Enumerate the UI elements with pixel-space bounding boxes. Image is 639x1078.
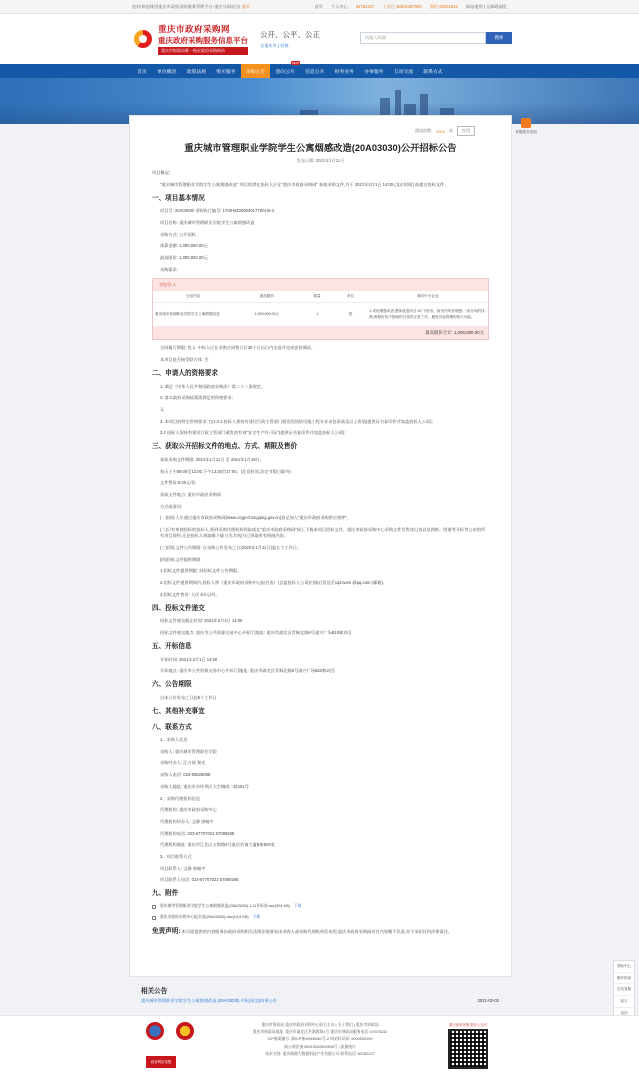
float-guide[interactable]: 操作指南 [614, 973, 634, 985]
hotline-2: 预约 66231622 [429, 3, 458, 9]
nav-item[interactable] [132, 64, 152, 78]
contact-item: 采购人地址: 重庆市沙坪坝区大学城南二路151号 [160, 783, 249, 789]
download-link[interactable]: 下载 [293, 903, 302, 908]
footer-info [240, 1022, 400, 1058]
table-header: 面向中小企业 [367, 291, 488, 303]
notice-body [152, 170, 489, 937]
attachment-row [152, 904, 489, 910]
nav-item[interactable] [359, 64, 389, 78]
service-guide-icon [521, 118, 531, 128]
nav-item-label: 政策法规 [186, 69, 206, 75]
nav-item[interactable] [182, 64, 212, 78]
related-notices [141, 985, 499, 1004]
nav-item[interactable] [270, 61, 300, 78]
joint-venture: 本项目是否接受联合体: 否 [160, 356, 209, 362]
float-help[interactable]: 帮助中心 [614, 961, 634, 973]
overview-label: 项目概况: [152, 170, 170, 175]
nav-item[interactable] [418, 64, 448, 78]
home-link[interactable]: 首页 [314, 3, 323, 9]
requirements-table [153, 291, 488, 327]
doc-method-item: 2.招标文件提供期间内,投标人将《重庆市政府采购中心报名表》(含盖投标人公章)扫描后发送至cqzcwen @qq.com (邮箱)。 [160, 579, 387, 585]
views-count: 2500 [436, 128, 445, 134]
logo-title: 重庆市政府采购网 [158, 24, 231, 34]
table-header: 最高限价 [233, 291, 300, 303]
site-header [0, 14, 639, 64]
nav-item[interactable] [389, 64, 419, 78]
bid-deadline: 投标文件递交截止时间: 2021年2月1日 14:00 [160, 618, 243, 624]
max-price: 最高限价: 1,000,000.00元 [160, 255, 208, 261]
nav-item[interactable] [211, 64, 241, 78]
table-cell: 批 [334, 303, 368, 326]
section-heading: 三、获取公开招标文件的地点、方式、期限及售价 [152, 443, 298, 451]
top-bar [0, 0, 639, 14]
site-links[interactable]: 网站地图 | 无障碍浏览 [465, 3, 507, 9]
disclaimer-text: 本页面提供的内容服务由政府采购相关法律法规要求由采购人或采购代理机构发布的,重庆市政府采购网对其内容概不负责,亦不承担任何法律责任。 [181, 928, 453, 934]
region-switch[interactable]: 全重庆市 | 切换 [260, 43, 289, 48]
gov-badge-icon[interactable] [146, 1022, 164, 1040]
region-link[interactable]: 重庆 [241, 3, 250, 9]
footer-badges [146, 1022, 194, 1040]
nav-item-label: 首页 [137, 69, 147, 75]
site-footer [0, 1015, 639, 1078]
float-back[interactable]: 返回 [614, 1008, 634, 1020]
notice-period: 自本公告发布之日起5个工作日 [160, 694, 217, 700]
project-name: 项目名称: 重庆城市管理职业学院学生公寓烟感改造 [160, 220, 255, 226]
notice-card [129, 115, 512, 977]
search-button[interactable]: 搜索 [486, 32, 512, 44]
print-button[interactable]: 打印 [457, 126, 475, 136]
purchase-method: 采购方式: 公开招标 [160, 231, 196, 237]
welcome-text: 您好!欢迎使用重庆市政府采购服务管理平台-重庆分网站点! 重庆 [132, 3, 250, 9]
table-header: 数量 [300, 291, 334, 303]
nav-item-label: 购买服务 [216, 69, 236, 75]
service-guide-label: 采购服务说明 [515, 130, 537, 134]
page-title: 重庆城市管理职业学院学生公寓烟感改造(20A03030)公开招标公告 [184, 143, 457, 153]
nav-item[interactable] [300, 64, 330, 78]
opening-time: 开标时间: 2021年2月1日 14:00 [160, 656, 218, 662]
doc-price: 文件售价:0.00元/份 [160, 480, 196, 486]
footer-line: 渝公网安备 50019002501906号 | 流量统计 [284, 1044, 356, 1049]
qr-title: 重庆政府采购 微信公众号 [448, 1023, 488, 1027]
logo-icon [132, 28, 154, 50]
nav-item-label: 单位概况 [157, 69, 177, 75]
related-title: 相关公告 [141, 988, 168, 995]
qualification-item: 3.2 投标人须持有建设行政主管部门颁发的有效"安全生产许可证"(提供证书复印件并加盖投标人公章); [160, 430, 346, 436]
table-cell: 1,000,000.00元 [233, 303, 300, 326]
package-number: 分包号: 1 [153, 279, 488, 291]
section-heading: 八、联系方式 [152, 723, 192, 731]
police-badge-icon[interactable] [176, 1022, 194, 1040]
main-nav [0, 61, 639, 78]
budget-amount: 预算金额: 1,000,000.00元 [160, 243, 208, 249]
nav-item-label: 办事服务 [364, 69, 384, 75]
related-link[interactable]: 重庆城市管理职业学院学生公寓烟感改造 (20A03030) 中标(成交)结果公告 [141, 998, 277, 1003]
attachment-name: 重庆城市管理职业学院学生公寓烟感改造(20A03030) 1.11开标前.doc(304 KB) [160, 903, 290, 908]
table-cell: 1 [300, 303, 334, 326]
doc-method-label: 方式或事项: [160, 503, 183, 509]
disclaimer-label: 免责声明: [152, 927, 181, 935]
views-unit: 次 [449, 128, 453, 133]
table-header: 单位 [334, 291, 368, 303]
contact-item: 代理机构地址: 重庆市江北区五简路2号重庆咨询大厦B座503室 [160, 842, 275, 848]
nav-item-label: 联系方式 [423, 69, 443, 75]
related-date: 2021-02-02 [477, 998, 499, 1003]
contact-item: 采购人电话: 023-65626068 [160, 772, 211, 778]
doc-method-item: (三)招标文件公告期限: 自采购公告发布之日(2020年1月11日)起五个工作日。 [160, 544, 302, 550]
footer-line: 技术支持: 重庆瑞鼎大数据科技产业有限公司 联系电话: 63762227 [265, 1051, 375, 1056]
contact-item: 2、采购代理机构信息 [160, 795, 201, 801]
nav-item-label: 意向公开 [275, 69, 295, 75]
logo-tagline: 重庆市财政局唯一指定政府采购网站 [158, 47, 248, 55]
new-badge: NEW [291, 61, 299, 65]
service-guide-widget[interactable] [515, 118, 537, 135]
nav-item-label: 财务业务 [334, 69, 354, 75]
contact-item: 项目联系人电话: 023-67707022 67089268 [160, 877, 239, 883]
qualification-item: 1. 满足《中华人民共和国政府采购法》第二十二条规定。 [160, 383, 266, 389]
qr-code-icon [448, 1029, 488, 1069]
nav-item-label: 采购公告 [245, 69, 266, 75]
contact-item: 3、项目联系方式 [160, 853, 192, 859]
slogan [260, 29, 320, 49]
doc-method-item: (四)招标文件提供期限 [160, 556, 201, 562]
hotline-1: 工作日 18516187605 [382, 3, 422, 9]
search-input[interactable]: 请输入标题 [360, 32, 486, 44]
site-error-report-button[interactable]: 政府网站找错 [146, 1056, 176, 1068]
contact-item: 采购经办人: 汪万福 黎光 [160, 760, 206, 766]
bid-location: 投标文件递交地点: 重庆市公共资源交易中心开标厅(地址: 重庆市渝北区青枫北路6号渝兴广场B10栋2层) [160, 629, 352, 635]
section-heading: 四、投标文件递交 [152, 604, 205, 612]
footer-qr [446, 1022, 490, 1069]
nav-item[interactable] [241, 64, 271, 78]
phone-number: 63762227 [355, 3, 375, 9]
doc-method-item: (一)投标人应通过重庆市政府采购网(www.ccgp-chongqing.gov.cn)登记加入"重庆市政府采购供应商库"。 [160, 515, 352, 521]
doc-period: 获取采购文件期限: 2021年1月11日 至 2021年1月18日, [160, 456, 261, 462]
table-row [153, 303, 488, 326]
list-item [141, 998, 499, 1004]
section-heading: 一、项目基本情况 [152, 194, 205, 202]
contract-period: 合同履行期限: 包 1, 中标人应在采购合同签订后30个日历日内交货并完成安装调试。 [160, 345, 316, 351]
table-cell: 1.采用烟感或者,整体改造所含 20 个宿舍。宿舍内所有烟感,一条分均的线路,维修好管不影响的日常的正常工作。避免引起管理的报火可能。 [367, 303, 488, 326]
requirements-label: 采购需求: [160, 266, 178, 272]
paperclip-icon [152, 916, 156, 920]
site-logo[interactable] [132, 23, 248, 55]
qualification-item: 2. 落实政府采购政策需满足的资格要求: [160, 395, 233, 401]
search-box [360, 32, 512, 44]
requirements-table-box [152, 278, 489, 340]
contact-item: 代理机构经办人: 文静 唐畅宇 [160, 818, 214, 824]
doc-hours: 每天上午09:00至12:00,下午13:30至17:00。(北京时间,法定节假日除外) [160, 468, 291, 474]
contact-item: 代理机构电话: 023-67707022 67089268 [160, 830, 235, 836]
nav-item-label: 互动交流 [393, 69, 413, 75]
paperclip-icon [152, 905, 156, 909]
qualification-item: 3. 本项目的特定资格要求: 包1:3.1 投标人须持有建设行政主管部门颁发的消防设施工程专业承包资质及以上资质(提供证书复印件并加盖投标人公章); [160, 418, 433, 424]
contact-item: 项目联系人: 文静 唐畅宇 [160, 865, 206, 871]
doc-location: 获取文件地点: 重庆市政府采购网 [160, 492, 221, 498]
float-message[interactable]: 留言 [614, 996, 634, 1008]
contact-item: 代理机构: 重庆市政府采购中心 [160, 807, 217, 813]
contact-item: 1、采购人信息 [160, 737, 188, 743]
table-cell: 重庆城市管理职业学院学生公寓烟感改造 [153, 303, 233, 326]
footer-line: 重庆市财政局 重庆市政府采购中心联合主办 | 关于我们 | 重庆市财政局 [261, 1023, 379, 1027]
personal-center-link[interactable]: 个人中心 [330, 3, 348, 9]
section-heading: 六、公告期限 [152, 681, 192, 689]
section-heading: 七、其他补充事宜 [152, 708, 205, 715]
section-heading: 九、附件 [152, 890, 179, 898]
doc-method-item: 1.招标文件提供期限: 同招标文件公告期限。 [160, 568, 242, 574]
opening-location: 开标地点: 重庆市公共资源交易中心开标厅(地址: 重庆市渝北区青枫北路6号渝兴广场B10栋2层) [160, 668, 335, 674]
section-heading: 二、申请人的资格要求 [152, 370, 218, 378]
overview-text: "重庆城市管理职业学院学生公寓烟感改造" 项目的潜在投标人应在"重庆市政府采购网" 获取采购文件,并于 2021年2月1日 14:00 (北京时间) 前提交投标文件。 [160, 181, 449, 187]
logo-subtitle: 重庆政府采购服务信息平台 [158, 36, 248, 45]
project-number: 项目号: 20A03030 采购执行编号: 1708-BZ2000401779AHS-2 [160, 208, 275, 214]
attachment-row [152, 915, 489, 921]
publish-date: 发布日期: 2021年1月11日 [296, 158, 345, 163]
section-heading: 五、开标信息 [152, 643, 192, 651]
qualification-item: 无 [160, 406, 165, 412]
slogan-text: 公开、公平、公正 [260, 30, 320, 39]
nav-item[interactable] [152, 64, 182, 78]
read-meta [415, 126, 475, 136]
footer-line: 重庆市财政局地址: 重庆市渝北区洪湖西路1号 重庆市财政局服务电话: 67575232 [252, 1030, 388, 1035]
disclaimer [152, 927, 489, 937]
doc-method-item: 3.招标文件售价: 人民币0元/份。 [160, 591, 220, 597]
footer-line: ICP备案编号: 渝ICP备19008961号-2 网站标识码: 5000000100 [267, 1037, 373, 1042]
doc-method-item: (二)只有单独投标的投标人,须到采购代理机构领取或在"重庆市政府采购网"网上下载本项目招标文件。重庆市政府采购中心采购文件发售登记表以及图纸、图册等开标等公布的所有项目资料,无论投标人领取哪下载与否,均视为已领取所有图纸内容。 [160, 527, 486, 539]
float-service[interactable]: 在线客服 [614, 984, 634, 996]
table-header: 分包内容 [153, 291, 233, 303]
attachment-name: 重庆市政府采购中心报名表(20A03030).doc(14.5 KB) [160, 915, 249, 920]
nav-item[interactable] [329, 64, 359, 78]
download-link[interactable]: 下载 [252, 915, 261, 920]
right-float-toolbar [613, 960, 635, 1020]
nav-item-label: 信息公开 [305, 69, 325, 75]
price-limit-total: 最高限价合计: 1,000,000.00元 [153, 327, 488, 339]
views-label: 阅读次数: [414, 128, 433, 133]
contact-item: 采购人: 重庆城市管理职业学院 [160, 748, 217, 754]
